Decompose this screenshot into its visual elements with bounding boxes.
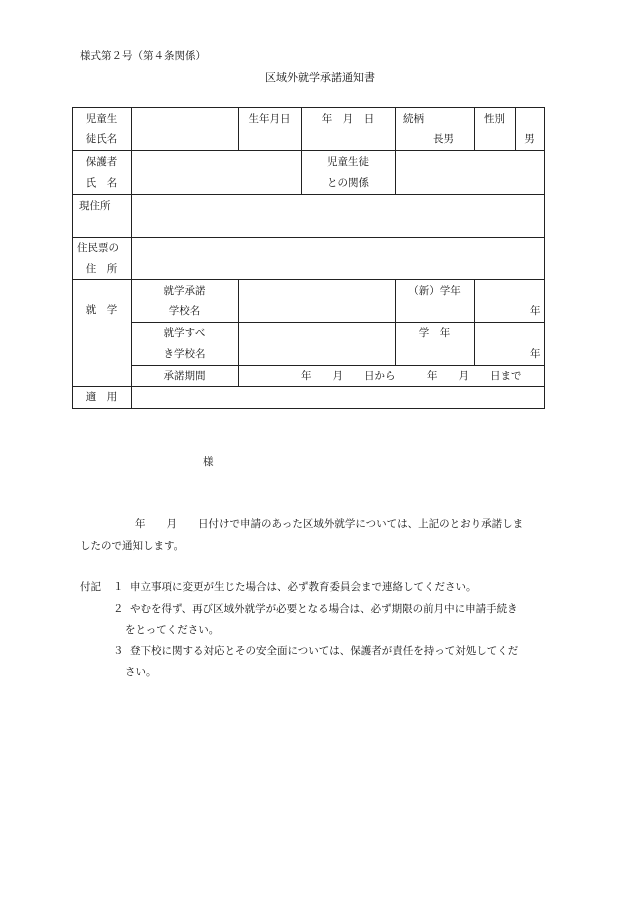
gender-label: 性別 — [484, 113, 505, 125]
table-line — [395, 150, 396, 194]
remarks-label: 適 用 — [85, 391, 118, 403]
table-line — [238, 279, 239, 386]
registered-address-label: 住 所 — [85, 263, 118, 275]
guardian-label: 氏 名 — [85, 177, 118, 189]
table-line — [72, 237, 545, 238]
note-number: １ — [113, 581, 124, 593]
registered-address-label: 住民票の — [77, 242, 119, 254]
table-line — [72, 150, 545, 151]
guardian-label: 保護者 — [85, 156, 118, 168]
note-text: 申立事項に変更が生じた場合は、必ず教育委員会まで連絡してください。 — [130, 581, 477, 593]
note-text: 登下校に関する対応とその安全面については、保護者が責任を持って対処してくだ — [130, 645, 519, 657]
relationship-label: 続柄 — [403, 113, 424, 125]
note-number: ２ — [113, 603, 124, 615]
designated-school-label: き学校名 — [163, 348, 206, 360]
notes-label: 付記 — [80, 581, 101, 593]
current-address-label: 現住所 — [79, 200, 111, 212]
table-line — [474, 279, 475, 365]
table-line — [72, 386, 545, 387]
birthdate-label: 生年月日 — [248, 113, 291, 125]
note-text: さい。 — [125, 666, 157, 678]
approved-school-label: 学校名 — [168, 305, 201, 317]
document-title: 区域外就学承諾通知書 — [265, 71, 375, 84]
child-name-label: 児童生 — [85, 113, 118, 125]
approved-school-label: 就学承諾 — [163, 285, 206, 297]
birthdate-value: 年 月 日 — [321, 113, 375, 125]
table-line — [131, 365, 545, 366]
grade-unit: 年 — [530, 348, 541, 360]
table-line — [474, 107, 475, 150]
note-text: をとってください。 — [125, 624, 220, 636]
child-name-label: 徒氏名 — [85, 133, 118, 145]
table-line — [72, 408, 545, 409]
relation-to-child-label: 児童生徒 — [327, 156, 369, 168]
form-number: 様式第２号（第４条関係） — [80, 50, 206, 62]
new-grade-label: （新）学年 — [408, 285, 461, 297]
table-line — [131, 322, 545, 323]
period-label: 承諾期間 — [163, 370, 206, 382]
grade-label: 学 年 — [418, 327, 451, 339]
note-text: やむを得ず、再び区域外就学が必要となる場合は、必ず期限の前月中に申請手続き — [130, 603, 518, 615]
notice-body: したので通知します。 — [80, 540, 185, 552]
relationship-value: 長男 — [433, 133, 454, 145]
schooling-label: 就 学 — [85, 304, 118, 316]
note-number: ３ — [113, 645, 124, 657]
period-value: 年 月 日から 年 月 日まで — [301, 370, 522, 382]
table-line — [131, 107, 132, 409]
table-line — [72, 194, 545, 195]
gender-value: 男 — [524, 133, 535, 145]
notice-body: 年 月 日付けで申請のあった区域外就学については、上記のとおり承諾しま — [135, 518, 524, 530]
table-line — [395, 107, 396, 150]
table-line — [544, 107, 545, 409]
relation-to-child-label: との関係 — [327, 177, 369, 189]
designated-school-label: 就学すべ — [163, 327, 206, 339]
grade-unit: 年 — [530, 305, 541, 317]
table-line — [72, 107, 73, 409]
addressee-suffix: 様 — [203, 456, 214, 468]
